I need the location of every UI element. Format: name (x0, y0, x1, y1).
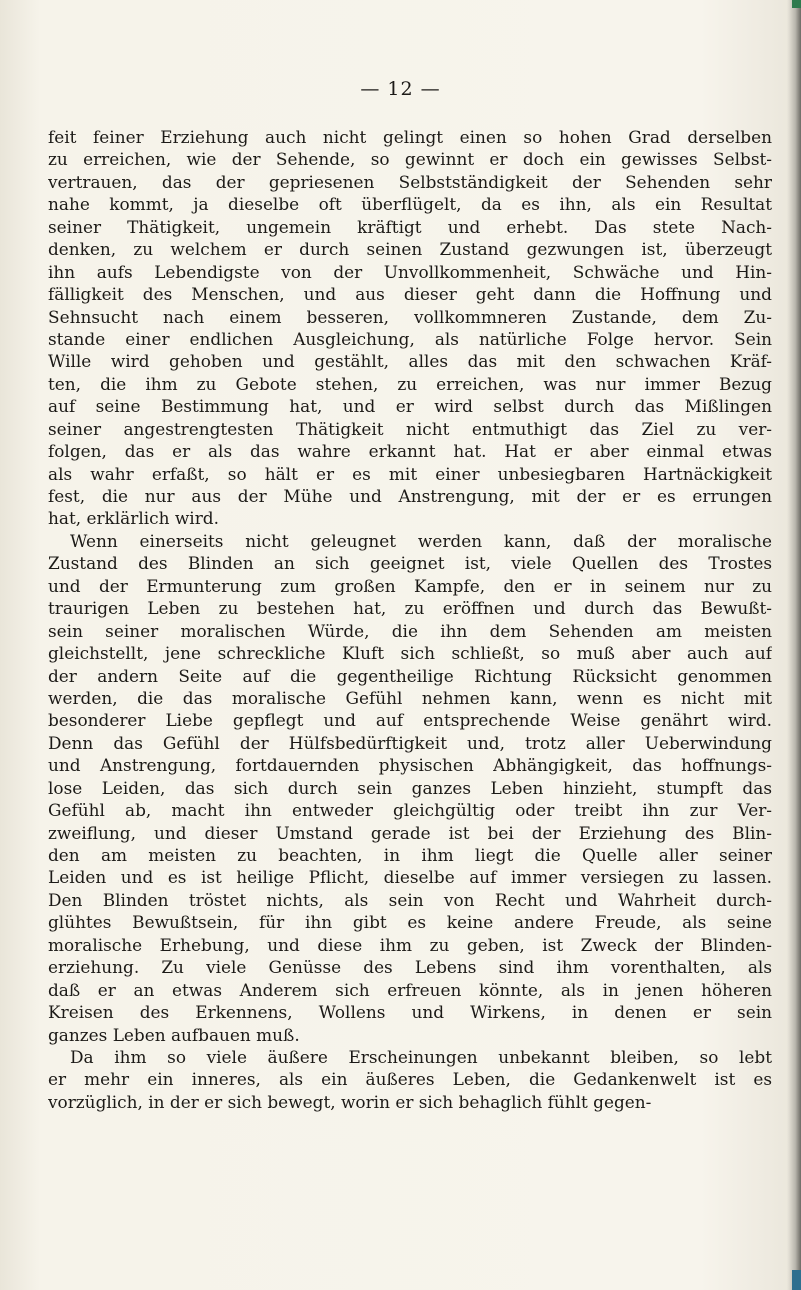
text-line: auf seine Bestimmung hat, und er wird selbst durch das Mißlingen (48, 396, 772, 417)
text-line: seiner angestrengtesten Thätigkeit nicht entmuthigt das Ziel zu ver- (48, 418, 772, 439)
text-line: nahe kommt, ja dieselbe oft überflügelt, da es ihn, als ein Resultat (48, 194, 772, 215)
page-number-header: — 12 — (360, 78, 441, 100)
text-line: und der Ermunterung zum großen Kampfe, den er in seinem nur zu (48, 575, 772, 596)
paragraph (48, 530, 772, 1046)
text-line: ten, die ihm zu Gebote stehen, zu erreichen, was nur immer Bezug (48, 373, 772, 394)
text-line: der andern Seite auf die gegentheilige Richtung Rücksicht genommen (48, 665, 772, 686)
text-line: feit feiner Erziehung auch nicht gelingt einen so hohen Grad derselben (48, 127, 772, 147)
text-line: stande einer endlichen Ausgleichung, als natürliche Folge hervor. Sein (48, 328, 772, 349)
text-line: erziehung. Zu viele Genüsse des Lebens sind ihm vorenthalten, als (48, 957, 772, 978)
text-line: daß er an etwas Anderem sich erfreuen könnte, als in jenen höheren (48, 979, 772, 1000)
text-line: seiner Thätigkeit, ungemein kräftigt und erhebt. Das stete Nach- (48, 216, 772, 237)
edge-mark-bottom (792, 1270, 801, 1290)
text-line: Leiden und es ist heilige Pflicht, dieselbe auf immer versiegen zu lassen. (48, 867, 772, 888)
text-line: lose Leiden, das sich durch sein ganzes Leben hinzieht, stumpft das (48, 777, 772, 798)
text-line: Gefühl ab, macht ihn entweder gleichgültig oder treibt ihn zur Ver- (48, 800, 772, 821)
text-line: er mehr ein inneres, als ein äußeres Leben, die Gedankenwelt ist es (48, 1069, 772, 1090)
text-line: Wille wird gehoben und gestählt, alles das mit den schwachen Kräf- (48, 351, 772, 372)
text-line: denken, zu welchem er durch seinen Zustand gezwungen ist, überzeugt (48, 239, 772, 260)
text-line: moralische Erhebung, und diese ihm zu geben, ist Zweck der Blinden- (48, 934, 772, 955)
text-line: hat, erklärlich wird. (48, 508, 219, 529)
text-line: besonderer Liebe gepflegt und auf entsprechende Weise genährt wird. (48, 710, 772, 731)
text-line: folgen, das er als das wahre erkannt hat. Hat er aber einmal etwas (48, 441, 772, 462)
text-line: fälligkeit des Menschen, und aus dieser geht dann die Hoffnung und (48, 284, 772, 305)
text-line: Denn das Gefühl der Hülfsbedürftigkeit und, trotz aller Ueberwindung (48, 732, 772, 753)
text-line: Zustand des Blinden an sich geeignet ist, viele Quellen des Trostes (48, 553, 772, 574)
text-line: ihn aufs Lebendigste von der Unvollkommenheit, Schwäche und Hin- (48, 261, 772, 282)
binding-shadow (787, 0, 801, 1290)
text-line: fest, die nur aus der Mühe und Anstrengung, mit der er es errungen (48, 486, 772, 506)
text-line: Wenn einerseits nicht geleugnet werden kann, daß der moralische (70, 530, 772, 551)
text-line: traurigen Leben zu bestehen hat, zu eröffnen und durch das Bewußt- (48, 598, 772, 619)
text-line: sein seiner moralischen Würde, die ihn dem Sehenden am meisten (48, 620, 772, 641)
text-line: gleichstellt, jene schreckliche Kluft sich schließt, so muß aber auch auf (48, 643, 772, 664)
text-line: und Anstrengung, fortdauernden physischen Abhängigkeit, das hoffnungs- (48, 755, 772, 776)
text-line: vorzüglich, in der er sich bewegt, worin er sich behaglich fühlt gegen- (48, 1091, 652, 1112)
text-line: als wahr erfaßt, so hält er es mit einer unbesiegbaren Hartnäckigkeit (48, 463, 772, 484)
edge-mark-top (792, 0, 801, 8)
text-line: ganzes Leben aufbauen muß. (48, 1024, 300, 1045)
body-text (48, 126, 772, 1113)
text-line: den am meisten zu beachten, in ihm liegt die Quelle aller seiner (48, 845, 772, 865)
paragraph (48, 1046, 772, 1113)
text-line: Sehnsucht nach einem besseren, vollkommneren Zustande, dem Zu- (48, 306, 772, 327)
text-line: Da ihm so viele äußere Erscheinungen unbekannt bleiben, so lebt (70, 1046, 772, 1067)
text-line: werden, die das moralische Gefühl nehmen kann, wenn es nicht mit (48, 687, 772, 708)
text-line: Kreisen des Erkennens, Wollens und Wirkens, in denen er sein (48, 1002, 772, 1023)
text-line: zu erreichen, wie der Sehende, so gewinnt er doch ein gewisses Selbst- (48, 149, 772, 170)
text-line: vertrauen, das der gepriesenen Selbstständigkeit der Sehenden sehr (48, 171, 772, 192)
text-line: zweiflung, und dieser Umstand gerade ist bei der Erziehung des Blin- (48, 822, 772, 843)
text-line: Den Blinden tröstet nichts, als sein von Recht und Wahrheit durch- (48, 889, 772, 910)
text-line: glühtes Bewußtsein, für ihn gibt es keine andere Freude, als seine (48, 912, 772, 933)
paragraph (48, 126, 772, 530)
